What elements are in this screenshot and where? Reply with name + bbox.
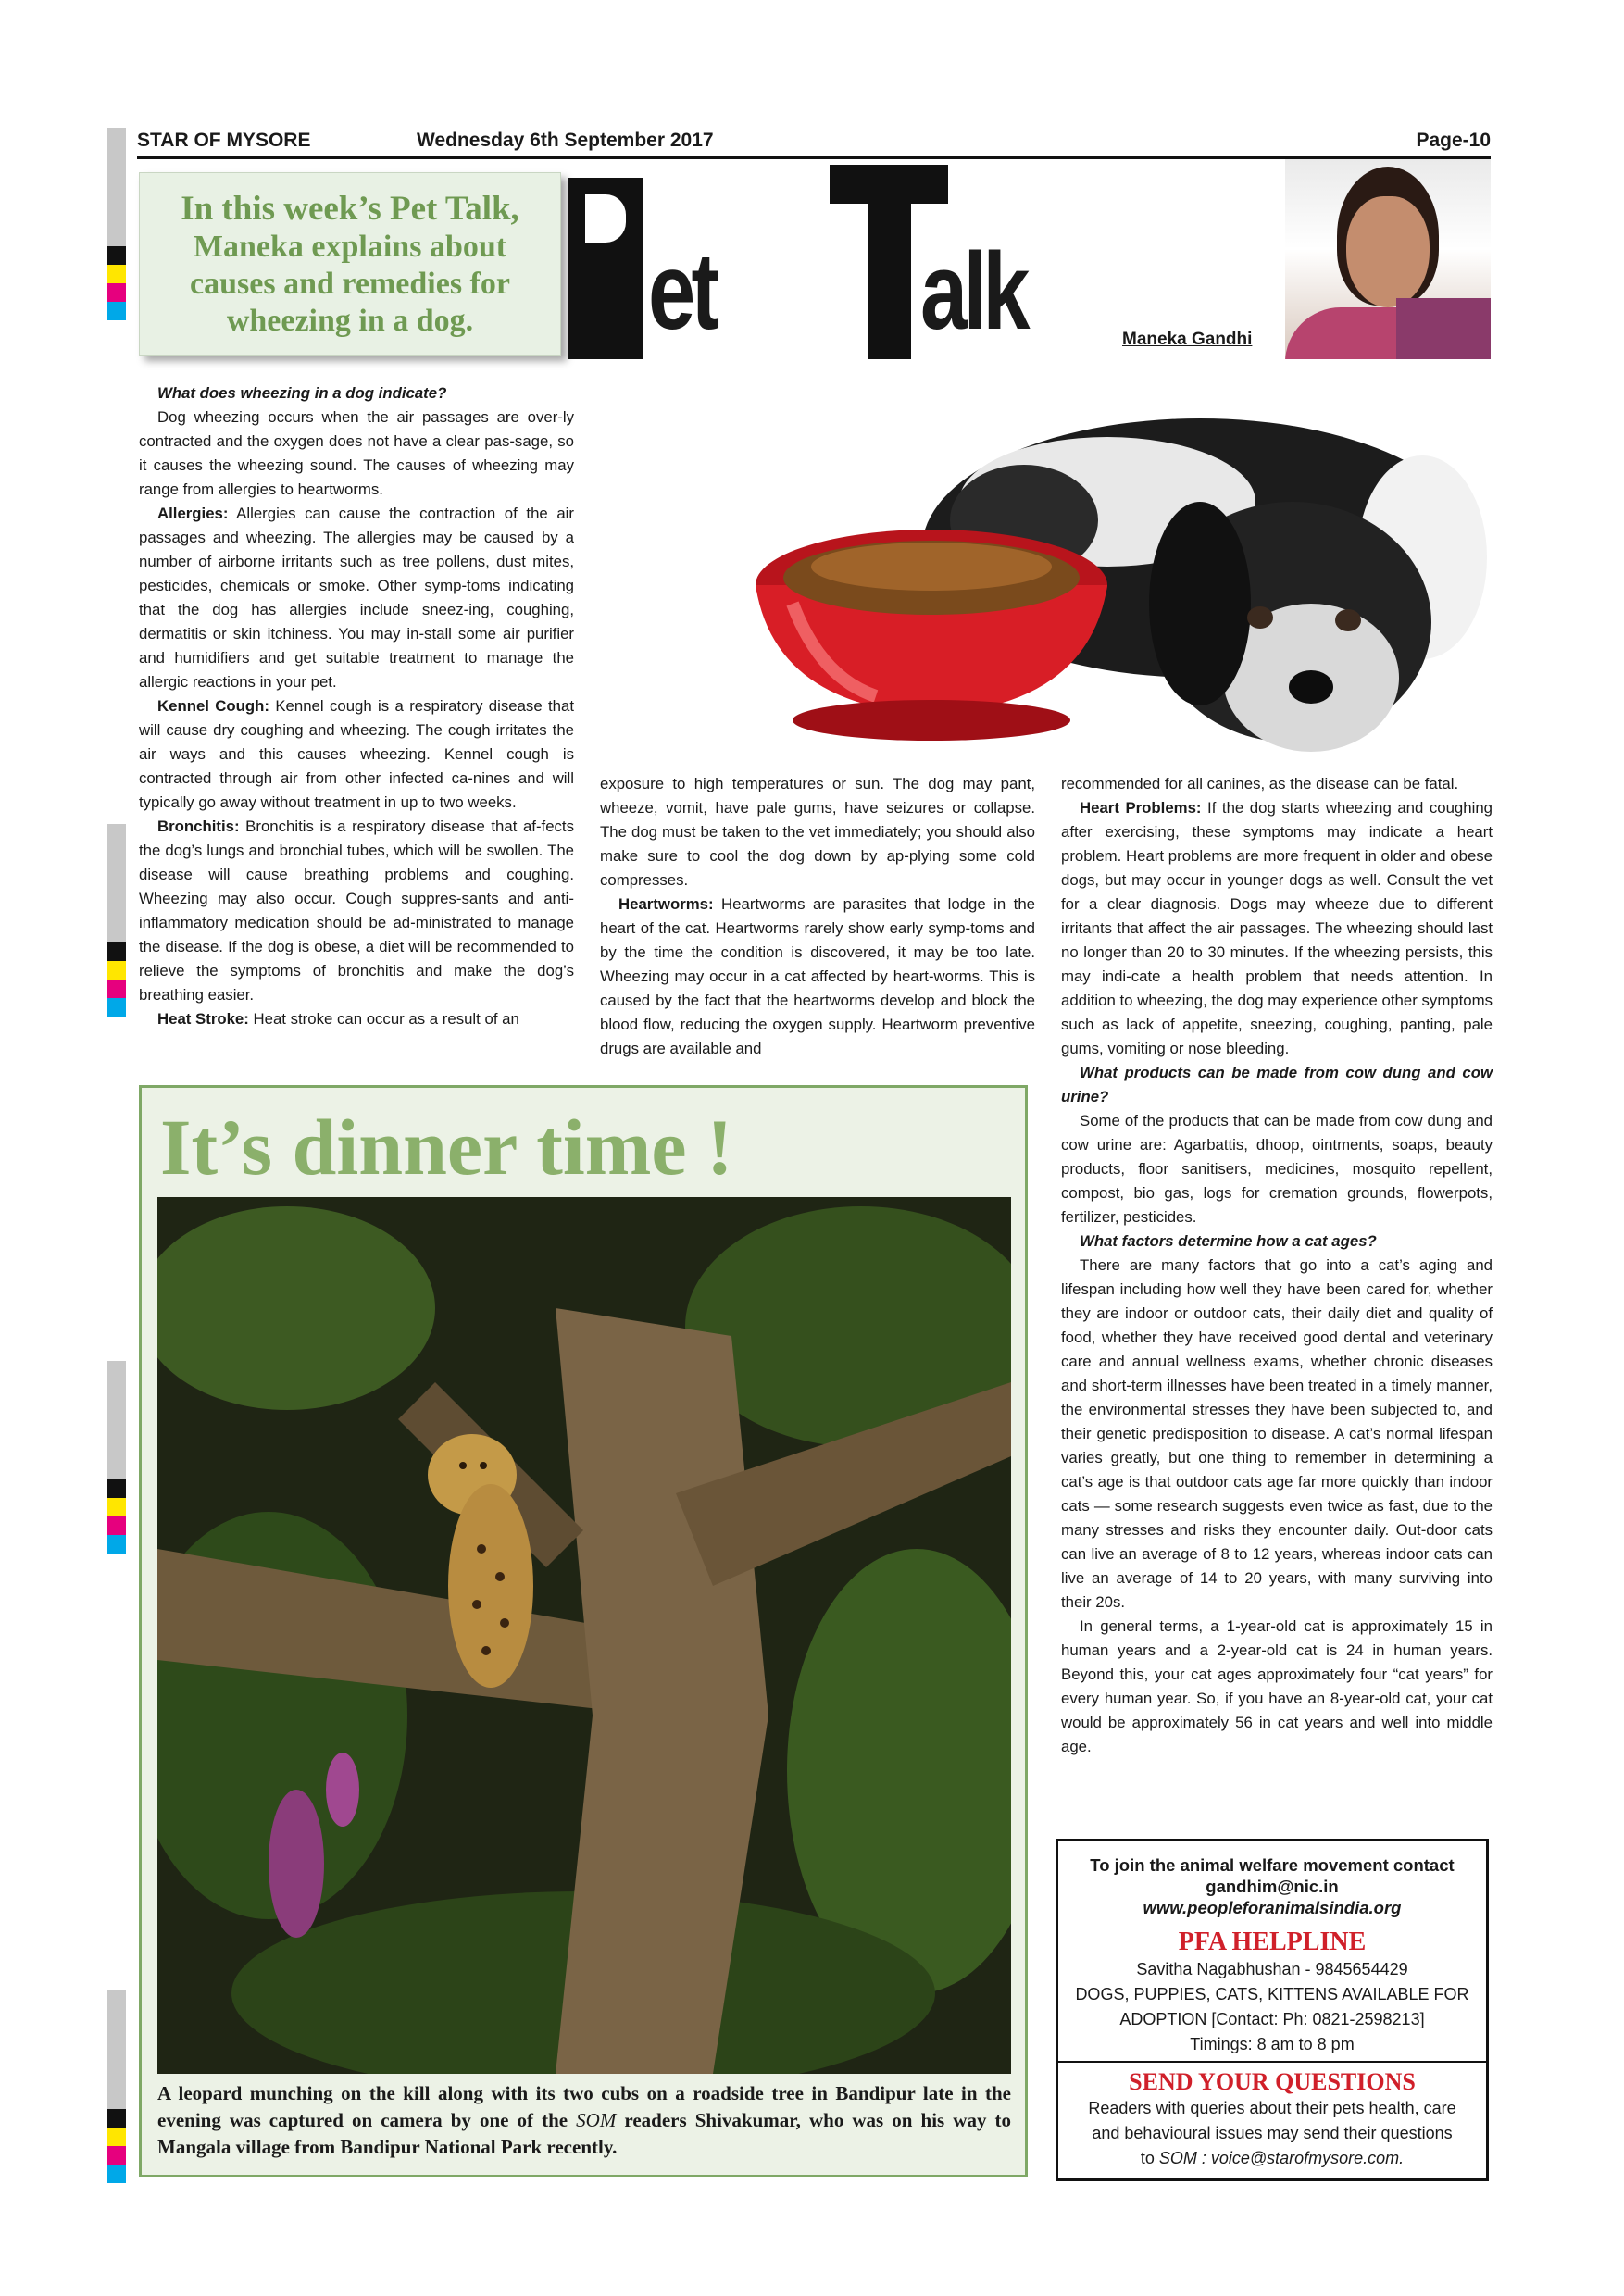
feature-title: It’s dinner time ! bbox=[160, 1103, 733, 1192]
paragraph: Allergies: Allergies can cause the contraction of the air passages and wheezing. The allergies may be caused by a number of airborne irritants such as tree pollens, dust mites, pesticides, chemicals or smoke. Other symp-toms indicating that the dog has allergies include sneez-ing, coughing, dermatitis or skin itchiness. You may in-stall some air purifier and humidifiers and get suitable treatment to manage the allergic reactions in your pet. bbox=[139, 505, 574, 691]
subheading: Allergies: bbox=[157, 505, 229, 522]
intro-subtext: Maneka explains about causes and remedies for wheezing in a dog. bbox=[190, 230, 510, 338]
subheading: Bronchitis: bbox=[157, 817, 240, 835]
pfa-info-box bbox=[1056, 1839, 1489, 2181]
paragraph: Bronchitis: Bronchitis is a respiratory disease that af-fects the dog’s lungs and bronchial tubes, which will be swollen. The disease will cause breathing problems and coughing. Wheezing may also occur. Cough suppres-sants and anti-inflammatory medication should be ad-ministrated to manage the disease. If the dog is obese, a diet will be recommended to relieve the symptoms of bronchitis and make the dog’s breathing easier. bbox=[139, 817, 574, 1004]
masthead-talk: alk bbox=[920, 231, 1026, 353]
question-heading: What does wheezing in a dog indicate? bbox=[157, 384, 447, 402]
website-link[interactable]: www.peopleforanimalsindia.org bbox=[1143, 1898, 1402, 1917]
author-photo bbox=[1285, 159, 1491, 359]
subheading: Kennel Cough: bbox=[157, 697, 270, 715]
article-column-3 bbox=[1061, 772, 1493, 1759]
paragraph: Some of the products that can be made from cow dung and cow urine are: Agarbattis, dhoop, ointments, soaps, beauty products, floor sanitisers, medicines, mosquito repellent, compost, bio gas, logs for cremation grounds, flowerpots, fertilizer, pesticides. bbox=[1061, 1112, 1493, 1226]
paragraph: recommended for all canines, as the disease can be fatal. bbox=[1061, 775, 1459, 792]
subheading: Heartworms: bbox=[618, 895, 714, 913]
paragraph: In general terms, a 1-year-old cat is approximately 15 in human years and a 2-year-old cat is 24 in human years. Beyond this, your cat ages approximately four “cat years” for every human year. So, if you have an 8-year-old cat, your cat would be approximately 56 in cat years and well into middle age. bbox=[1061, 1617, 1493, 1755]
question-heading: What factors determine how a cat ages? bbox=[1080, 1232, 1377, 1250]
questions-text: Readers with queries about their pets health, care and behavioural issues may send their questions to SOM : voice@starofmysore.com. bbox=[1088, 2099, 1456, 2167]
timings: Timings: 8 am to 8 pm bbox=[1190, 2035, 1355, 2053]
adoption-notice: DOGS, PUPPIES, CATS, KITTENS AVAILABLE FOR ADOPTION [Contact: Ph: 0821-2598213] bbox=[1075, 1985, 1469, 2028]
registration-marks bbox=[107, 1990, 126, 2183]
masthead-pet: et bbox=[648, 231, 716, 353]
paragraph: Heartworms: Heartworms are parasites that lodge in the heart of the cat. Heartworms rarely show early symp-toms and by the time the condition is discovered, it may be too late. Wheezing may occur in a cat affected by heart-worms. This is caused by the fact that the heartworms develop and block the blood flow, reducing the oxygen supply. Heartworm preventive drugs are available and bbox=[600, 895, 1035, 1057]
article-column-1 bbox=[139, 381, 574, 1031]
author-byline: Maneka Gandhi bbox=[1122, 330, 1253, 349]
intro-box bbox=[139, 172, 561, 356]
masthead-letter-p bbox=[568, 178, 643, 359]
paragraph: Dog wheezing occurs when the air passages are over-ly contracted and the oxygen does not have a clear pas-sage, so it causes the wheezing sound. The causes of wheezing may range from allergies to heartworms. bbox=[139, 408, 574, 498]
intro-headline: In this week’s Pet Talk, bbox=[181, 190, 519, 228]
paragraph: exposure to high temperatures or sun. The dog may pant, wheeze, vomit, have pale gums, have seizures or collapse. The dog must be taken to the vet immediately; you should also make sure to cool the dog down by ap-plying some cold compresses. bbox=[600, 775, 1035, 889]
paragraph: Kennel Cough: Kennel cough is a respiratory disease that will cause dry coughing and wheezing. The cough irritates the air ways and this causes wheezing. Kennel cough is contracted through air from other infected ca-nines and will typically go away without treatment in up to two weeks. bbox=[139, 697, 574, 811]
leopard-photo bbox=[157, 1197, 1011, 2074]
registration-marks bbox=[107, 824, 126, 1017]
photo-caption: A leopard munching on the kill along with its two cubs on a roadside tree in Bandipur late in the evening was captured on camera by one of the SOM readers Shivakumar, who was on his way to Mangala village from Bandipur National Park recently. bbox=[157, 2082, 1012, 2158]
paper-name: STAR OF MYSORE bbox=[137, 130, 311, 151]
photo-feature-box bbox=[139, 1085, 1028, 2177]
contact-email[interactable]: gandhim@nic.in bbox=[1206, 1877, 1339, 1896]
helpline-contact: Savitha Nagabhushan - 9845654429 bbox=[1136, 1960, 1408, 1978]
helpline-heading: PFA HELPLINE bbox=[1178, 1928, 1367, 1956]
paragraph: Heat Stroke: Heat stroke can occur as a result of an bbox=[157, 1010, 519, 1028]
question-heading: What products can be made from cow dung and cow urine? bbox=[1061, 1064, 1493, 1105]
registration-marks bbox=[107, 1361, 126, 1554]
registration-marks bbox=[107, 128, 126, 320]
paragraph: Heart Problems: If the dog starts wheezing and coughing after exercising, these symptoms may indicate a heart problem. Heart problems are more frequent in older and obese dogs, but may occur in younger dogs as well. Consult the vet for a clear diagnosis. Dogs may wheeze due to different irritants that affect the air passages. The wheezing should last no longer than 20 to 30 minutes. If the wheezing persists, this may indi-cate a health problem that needs attention. In addition to wheezing, the dog may experience other symptoms such as lack of appetite, sneezing, coughing, panting, pale gums, vomiting or nose bleeding. bbox=[1061, 799, 1493, 1057]
page-header bbox=[137, 128, 1491, 156]
subheading: Heart Problems: bbox=[1080, 799, 1202, 817]
page-number: Page-10 bbox=[1416, 130, 1491, 151]
article-column-2 bbox=[600, 772, 1035, 1061]
join-text: To join the animal welfare movement contact bbox=[1090, 1855, 1455, 1875]
questions-heading: SEND YOUR QUESTIONS bbox=[1129, 2068, 1416, 2095]
divider bbox=[1058, 2061, 1486, 2063]
paragraph: There are many factors that go into a cat’s aging and lifespan including how well they have been cared for, whether they are indoor or outdoor cats, their daily diet and quality of food, whether they have received good dental and veterinary care and annual wellness exams, whether chronic diseases and short-term illnesses have been treated in a timely manner, the environmental stresses they have been subjected to, and their genetic predisposition to disease. A cat’s normal lifespan varies greatly, but one thing to remember in determining a cat’s age is that outdoor cats age far more quickly than indoor cats — some research suggests even twice as fast, due to the many stresses and risks they encounter daily. Out-door cats can live an average of 8 to 12 years, whereas indoor cats can live an average of 14 to 20 years, with many surviving into their 20s. bbox=[1061, 1256, 1493, 1611]
dog-with-food-bowl-image bbox=[718, 372, 1491, 759]
subheading: Heat Stroke: bbox=[157, 1010, 249, 1028]
issue-date: Wednesday 6th September 2017 bbox=[417, 130, 714, 151]
